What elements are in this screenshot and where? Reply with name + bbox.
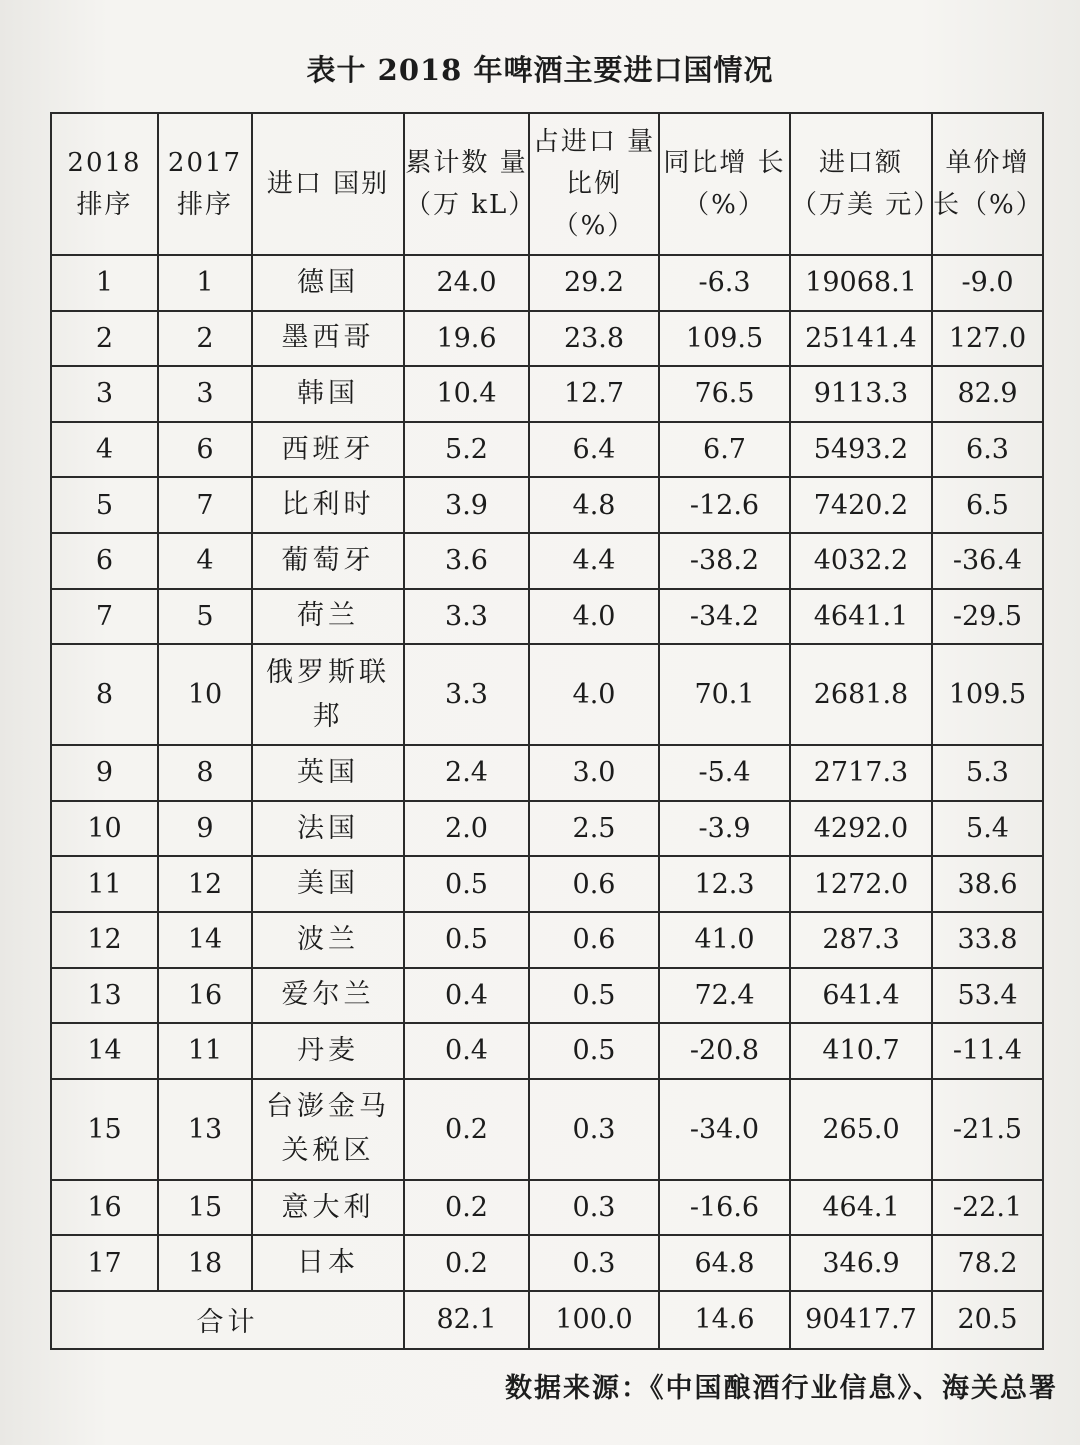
rank-2017-cell: 6 <box>158 422 252 478</box>
share-cell: 4.0 <box>529 589 659 645</box>
price-growth-cell: 82.9 <box>932 366 1043 422</box>
table-row <box>51 745 1043 801</box>
yoy-cell: -12.6 <box>659 477 790 533</box>
rank-2018-cell: 6 <box>51 533 158 589</box>
rank-2017-cell: 15 <box>158 1180 252 1236</box>
share-cell: 0.3 <box>529 1180 659 1236</box>
table-row <box>51 1235 1043 1291</box>
yoy-cell: -38.2 <box>659 533 790 589</box>
total-yoy: 14.6 <box>659 1291 790 1349</box>
value-cell: 7420.2 <box>790 477 932 533</box>
rank-2018-cell: 12 <box>51 912 158 968</box>
country-cell: 台澎金马关税区 <box>252 1079 404 1180</box>
table-row <box>51 422 1043 478</box>
yoy-cell: 70.1 <box>659 644 790 745</box>
share-cell: 0.5 <box>529 968 659 1024</box>
total-label: 合计 <box>51 1291 404 1349</box>
rank-2017-cell: 11 <box>158 1023 252 1079</box>
yoy-cell: 64.8 <box>659 1235 790 1291</box>
share-cell: 4.8 <box>529 477 659 533</box>
share-cell: 4.4 <box>529 533 659 589</box>
rank-2018-cell: 4 <box>51 422 158 478</box>
header-row <box>51 113 1043 255</box>
table-row <box>51 1079 1043 1180</box>
rank-2018-cell: 15 <box>51 1079 158 1180</box>
share-cell: 0.3 <box>529 1079 659 1180</box>
value-cell: 410.7 <box>790 1023 932 1079</box>
value-cell: 25141.4 <box>790 311 932 367</box>
volume-cell: 2.4 <box>404 745 529 801</box>
price-growth-cell: -36.4 <box>932 533 1043 589</box>
volume-cell: 0.2 <box>404 1180 529 1236</box>
price-growth-cell: 6.3 <box>932 422 1043 478</box>
country-cell: 丹麦 <box>252 1023 404 1079</box>
header-country: 进口 国别 <box>252 113 404 255</box>
rank-2017-cell: 9 <box>158 801 252 857</box>
rank-2017-cell: 5 <box>158 589 252 645</box>
header-price-growth: 单价增 长（%） <box>932 113 1043 255</box>
rank-2018-cell: 17 <box>51 1235 158 1291</box>
table-row <box>51 1180 1043 1236</box>
yoy-cell: -5.4 <box>659 745 790 801</box>
table-row <box>51 533 1043 589</box>
rank-2017-cell: 12 <box>158 856 252 912</box>
total-row <box>51 1291 1043 1349</box>
volume-cell: 19.6 <box>404 311 529 367</box>
value-cell: 641.4 <box>790 968 932 1024</box>
header-share: 占进口 量比例 （%） <box>529 113 659 255</box>
value-cell: 4641.1 <box>790 589 932 645</box>
table-row <box>51 589 1043 645</box>
header-rank-2018: 2018 排序 <box>51 113 158 255</box>
price-growth-cell: 78.2 <box>932 1235 1043 1291</box>
rank-2018-cell: 11 <box>51 856 158 912</box>
table-body <box>51 255 1043 1291</box>
table-row <box>51 856 1043 912</box>
volume-cell: 3.9 <box>404 477 529 533</box>
yoy-cell: -3.9 <box>659 801 790 857</box>
country-cell: 爱尔兰 <box>252 968 404 1024</box>
price-growth-cell: -9.0 <box>932 255 1043 311</box>
country-cell: 法国 <box>252 801 404 857</box>
rank-2018-cell: 16 <box>51 1180 158 1236</box>
volume-cell: 3.6 <box>404 533 529 589</box>
value-cell: 19068.1 <box>790 255 932 311</box>
yoy-cell: -34.2 <box>659 589 790 645</box>
share-cell: 0.5 <box>529 1023 659 1079</box>
share-cell: 0.6 <box>529 856 659 912</box>
country-cell: 墨西哥 <box>252 311 404 367</box>
header-yoy: 同比增 长（%） <box>659 113 790 255</box>
total-price-growth: 20.5 <box>932 1291 1043 1349</box>
table-row <box>51 255 1043 311</box>
yoy-cell: 6.7 <box>659 422 790 478</box>
share-cell: 12.7 <box>529 366 659 422</box>
volume-cell: 3.3 <box>404 644 529 745</box>
rank-2018-cell: 14 <box>51 1023 158 1079</box>
rank-2018-cell: 9 <box>51 745 158 801</box>
yoy-cell: -16.6 <box>659 1180 790 1236</box>
country-cell: 葡萄牙 <box>252 533 404 589</box>
yoy-cell: -6.3 <box>659 255 790 311</box>
rank-2018-cell: 13 <box>51 968 158 1024</box>
volume-cell: 0.5 <box>404 912 529 968</box>
rank-2018-cell: 2 <box>51 311 158 367</box>
value-cell: 5493.2 <box>790 422 932 478</box>
table-row <box>51 968 1043 1024</box>
yoy-cell: 109.5 <box>659 311 790 367</box>
price-growth-cell: 5.4 <box>932 801 1043 857</box>
value-cell: 4292.0 <box>790 801 932 857</box>
yoy-cell: -34.0 <box>659 1079 790 1180</box>
price-growth-cell: 53.4 <box>932 968 1043 1024</box>
volume-cell: 0.4 <box>404 968 529 1024</box>
rank-2018-cell: 3 <box>51 366 158 422</box>
country-cell: 英国 <box>252 745 404 801</box>
share-cell: 0.6 <box>529 912 659 968</box>
country-cell: 西班牙 <box>252 422 404 478</box>
yoy-cell: 41.0 <box>659 912 790 968</box>
rank-2018-cell: 1 <box>51 255 158 311</box>
price-growth-cell: 33.8 <box>932 912 1043 968</box>
price-growth-cell: -22.1 <box>932 1180 1043 1236</box>
table-row <box>51 366 1043 422</box>
rank-2017-cell: 3 <box>158 366 252 422</box>
share-cell: 6.4 <box>529 422 659 478</box>
rank-2017-cell: 10 <box>158 644 252 745</box>
volume-cell: 3.3 <box>404 589 529 645</box>
share-cell: 0.3 <box>529 1235 659 1291</box>
source-note: 数据来源：《中国酿酒行业信息》、海关总署 <box>505 1373 1058 1404</box>
rank-2018-cell: 8 <box>51 644 158 745</box>
value-cell: 265.0 <box>790 1079 932 1180</box>
table-row <box>51 801 1043 857</box>
table-row <box>51 644 1043 745</box>
price-growth-cell: 38.6 <box>932 856 1043 912</box>
total-share: 100.0 <box>529 1291 659 1349</box>
price-growth-cell: 5.3 <box>932 745 1043 801</box>
header-value: 进口额 （万美 元） <box>790 113 932 255</box>
volume-cell: 5.2 <box>404 422 529 478</box>
share-cell: 3.0 <box>529 745 659 801</box>
yoy-cell: 76.5 <box>659 366 790 422</box>
table-row <box>51 912 1043 968</box>
country-cell: 意大利 <box>252 1180 404 1236</box>
price-growth-cell: -11.4 <box>932 1023 1043 1079</box>
rank-2017-cell: 18 <box>158 1235 252 1291</box>
rank-2017-cell: 2 <box>158 311 252 367</box>
price-growth-cell: -29.5 <box>932 589 1043 645</box>
country-cell: 比利时 <box>252 477 404 533</box>
rank-2017-cell: 14 <box>158 912 252 968</box>
total-volume: 82.1 <box>404 1291 529 1349</box>
volume-cell: 0.4 <box>404 1023 529 1079</box>
yoy-cell: 12.3 <box>659 856 790 912</box>
value-cell: 1272.0 <box>790 856 932 912</box>
rank-2017-cell: 13 <box>158 1079 252 1180</box>
table-row <box>51 1023 1043 1079</box>
header-volume: 累计数 量（万 kL） <box>404 113 529 255</box>
volume-cell: 0.2 <box>404 1235 529 1291</box>
rank-2018-cell: 10 <box>51 801 158 857</box>
share-cell: 2.5 <box>529 801 659 857</box>
rank-2017-cell: 7 <box>158 477 252 533</box>
value-cell: 2717.3 <box>790 745 932 801</box>
country-cell: 波兰 <box>252 912 404 968</box>
country-cell: 韩国 <box>252 366 404 422</box>
volume-cell: 0.5 <box>404 856 529 912</box>
country-cell: 德国 <box>252 255 404 311</box>
country-cell: 荷兰 <box>252 589 404 645</box>
rank-2017-cell: 4 <box>158 533 252 589</box>
value-cell: 287.3 <box>790 912 932 968</box>
price-growth-cell: 6.5 <box>932 477 1043 533</box>
yoy-cell: 72.4 <box>659 968 790 1024</box>
country-cell: 日本 <box>252 1235 404 1291</box>
rank-2017-cell: 8 <box>158 745 252 801</box>
rank-2018-cell: 5 <box>51 477 158 533</box>
price-growth-cell: 109.5 <box>932 644 1043 745</box>
table-row <box>51 311 1043 367</box>
yoy-cell: -20.8 <box>659 1023 790 1079</box>
table-row <box>51 477 1043 533</box>
total-value: 90417.7 <box>790 1291 932 1349</box>
value-cell: 2681.8 <box>790 644 932 745</box>
value-cell: 4032.2 <box>790 533 932 589</box>
header-rank-2017: 2017 排序 <box>158 113 252 255</box>
share-cell: 4.0 <box>529 644 659 745</box>
value-cell: 9113.3 <box>790 366 932 422</box>
volume-cell: 0.2 <box>404 1079 529 1180</box>
country-cell: 美国 <box>252 856 404 912</box>
share-cell: 23.8 <box>529 311 659 367</box>
beer-import-table <box>50 112 1044 1350</box>
value-cell: 464.1 <box>790 1180 932 1236</box>
country-cell: 俄罗斯联邦 <box>252 644 404 745</box>
volume-cell: 24.0 <box>404 255 529 311</box>
rank-2018-cell: 7 <box>51 589 158 645</box>
rank-2017-cell: 1 <box>158 255 252 311</box>
volume-cell: 2.0 <box>404 801 529 857</box>
volume-cell: 10.4 <box>404 366 529 422</box>
rank-2017-cell: 16 <box>158 968 252 1024</box>
price-growth-cell: -21.5 <box>932 1079 1043 1180</box>
share-cell: 29.2 <box>529 255 659 311</box>
price-growth-cell: 127.0 <box>932 311 1043 367</box>
value-cell: 346.9 <box>790 1235 932 1291</box>
table-title: 表十 2018 年啤酒主要进口国情况 <box>306 53 774 87</box>
